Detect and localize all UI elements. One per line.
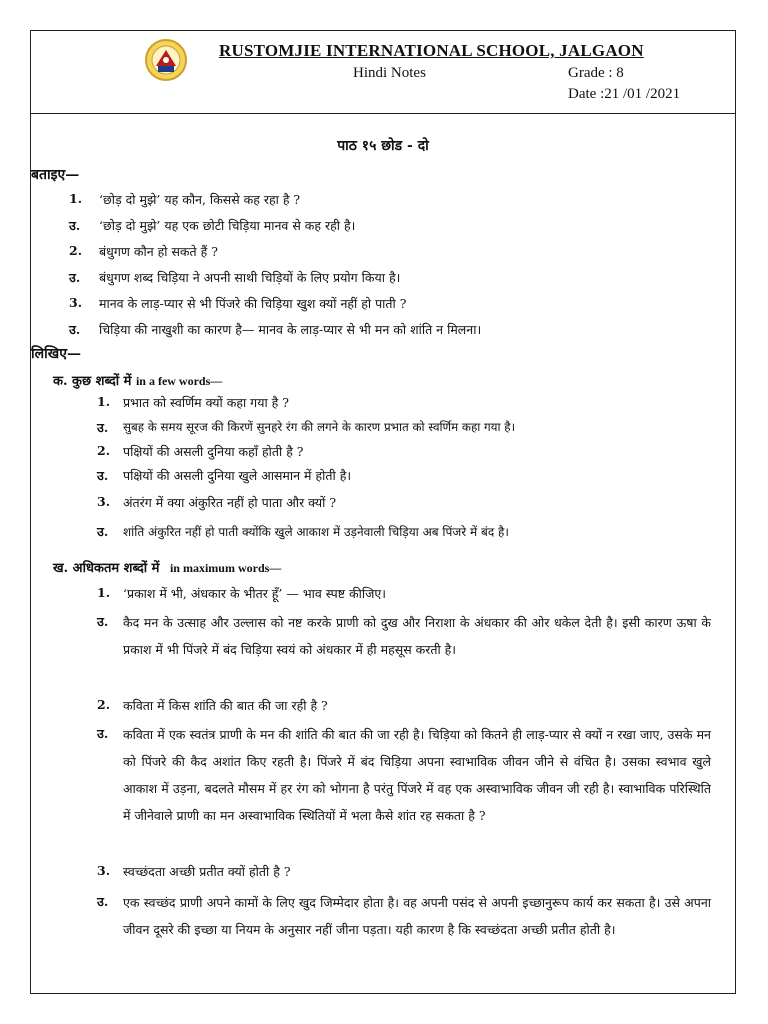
item-number: 1. xyxy=(97,394,111,409)
item-text: पक्षियों की असली दुनिया खुले आसमान में होती है। xyxy=(123,468,352,483)
section-heading-batayie: बताइए— xyxy=(31,167,80,183)
lesson-title: पाठ १५ छोड - दो xyxy=(337,138,429,154)
notes-page xyxy=(30,30,736,994)
answer-paragraph: कविता में एक स्वतंत्र प्राणी के मन की शांति की बात की जा रही है। चिड़िया को कितने ही लाड़-प्यार से क्यों न रखा जाए, उसके मन को पिंजरे की कैद अशांत किए रहती है। पिंजरे में बंद चिड़िया अपना स्वाभाविक जीवन जीने से वंचित है। उसका स्वभाव खुले आकाश में उड़ना, बदलते मौसम में हर रंग को भोगना है परंतु पिंजरे में वह एक अस्वाभाविक जीवन जी रही है। स्वाभाविक परिस्थिति में जीनेवाले प्राणी का मन अस्वाभाविक स्थितियों में भला कैसे शांत रह सकता है ? xyxy=(123,727,711,823)
date-label: Date :21 /01 /2021 xyxy=(568,86,681,102)
item-text: कविता में किस शांति की बात की जा रही है ? xyxy=(123,698,328,713)
item-number: 2. xyxy=(97,697,111,712)
item-number: 3. xyxy=(69,295,83,310)
item-text: प्रभात को स्वर्णिम क्यों कहा गया है ? xyxy=(123,395,289,410)
subsection-kha-english: in maximum words— xyxy=(169,561,282,575)
item-number: 3. xyxy=(97,863,111,878)
subject-label: Hindi Notes xyxy=(353,65,426,81)
item-text: स्वच्छंदता अच्छी प्रतीत क्यों होती है ? xyxy=(123,864,291,879)
item-text: शांति अंकुरित नहीं हो पाती क्योंकि खुले आकाश में उड़नेवाली चिड़िया अब पिंजरे में बंद है। xyxy=(123,525,509,539)
item-text: ‘प्रकाश में भी, अंधकार के भीतर हूँ’ — भाव स्पष्ट कीजिए। xyxy=(123,586,387,601)
item-text: चिड़िया की नाखुशी का कारण है— मानव के लाड़-प्यार से भी मन को शांति न मिलना। xyxy=(99,322,482,337)
subsection-ka-heading xyxy=(53,371,222,389)
answer-paragraph: एक स्वच्छंद प्राणी अपने कामों के लिए खुद जिम्मेदार होता है। वह अपनी पसंद से अपनी इच्छानुरूप कार्य कर सकता है। उसे अपना जीवन दूसरे की इच्छा या नियम के अनुसार नहीं जीना पड़ता। यही कारण है कि स्वच्छंदता अच्छी प्रतीत होती है। xyxy=(123,895,711,937)
item-number: उ. xyxy=(97,468,109,483)
item-text: बंधुगण शब्द चिड़िया ने अपनी साथी चिड़ियों के लिए प्रयोग किया है। xyxy=(99,270,401,285)
item-number: 3. xyxy=(97,494,111,509)
item-number: उ. xyxy=(69,218,81,233)
item-text: पक्षियों की असली दुनिया कहाँ होती है ? xyxy=(123,444,304,459)
item-number: उ. xyxy=(97,726,109,741)
item-number: 2. xyxy=(69,243,83,258)
item-text: अंतरंग में क्या अंकुरित नहीं हो पाता और क्यों ? xyxy=(123,495,337,510)
item-number: उ. xyxy=(97,894,109,909)
item-text: ‘छोड़ दो मुझे’ यह कौन, किससे कह रहा है ? xyxy=(99,192,301,207)
grade-label: Grade : 8 xyxy=(568,65,624,81)
subsection-ka-label: क. कुछ शब्दों में xyxy=(53,374,132,389)
subsection-ka-english: in a few words— xyxy=(135,374,223,388)
section-heading-likhiye: लिखिए— xyxy=(31,346,81,362)
school-crest-icon xyxy=(144,38,188,82)
subsection-kha-heading xyxy=(53,558,281,576)
item-text: सुबह के समय सूरज की किरणें सुनहरे रंग की लगने के कारण प्रभात को स्वर्णिम कहा गया है। xyxy=(123,420,516,434)
item-number: उ. xyxy=(69,322,81,337)
answer-paragraph: कैद मन के उत्साह और उल्लास को नष्ट करके प्राणी को दुख और निराशा के अंधकार की ओर धकेल देती है। इसी कारण ऊषा के प्रकाश में भी पिंजरे में बंद चिड़िया स्वयं को अंधकार में ही महसूस करती है। xyxy=(123,615,711,657)
item-number: 2. xyxy=(97,443,111,458)
item-number: उ. xyxy=(97,420,109,435)
school-name: RUSTOMJIE INTERNATIONAL SCHOOL, JALGAON xyxy=(219,41,644,60)
item-number: 1. xyxy=(69,191,83,206)
item-number: उ. xyxy=(97,524,109,539)
item-number: 1. xyxy=(97,585,111,600)
item-text: बंधुगण कौन हो सकते हैं ? xyxy=(99,244,218,259)
item-text: मानव के लाड़-प्यार से भी पिंजरे की चिड़िया खुश क्यों नहीं हो पाती ? xyxy=(99,296,407,311)
subsection-kha-label: ख. अधिकतम शब्दों में xyxy=(53,561,160,576)
page-header xyxy=(31,31,735,114)
item-number: उ. xyxy=(97,614,109,629)
item-number: उ. xyxy=(69,270,81,285)
item-text: ‘छोड़ दो मुझे’ यह एक छोटी चिड़िया मानव से कह रही है। xyxy=(99,218,356,233)
